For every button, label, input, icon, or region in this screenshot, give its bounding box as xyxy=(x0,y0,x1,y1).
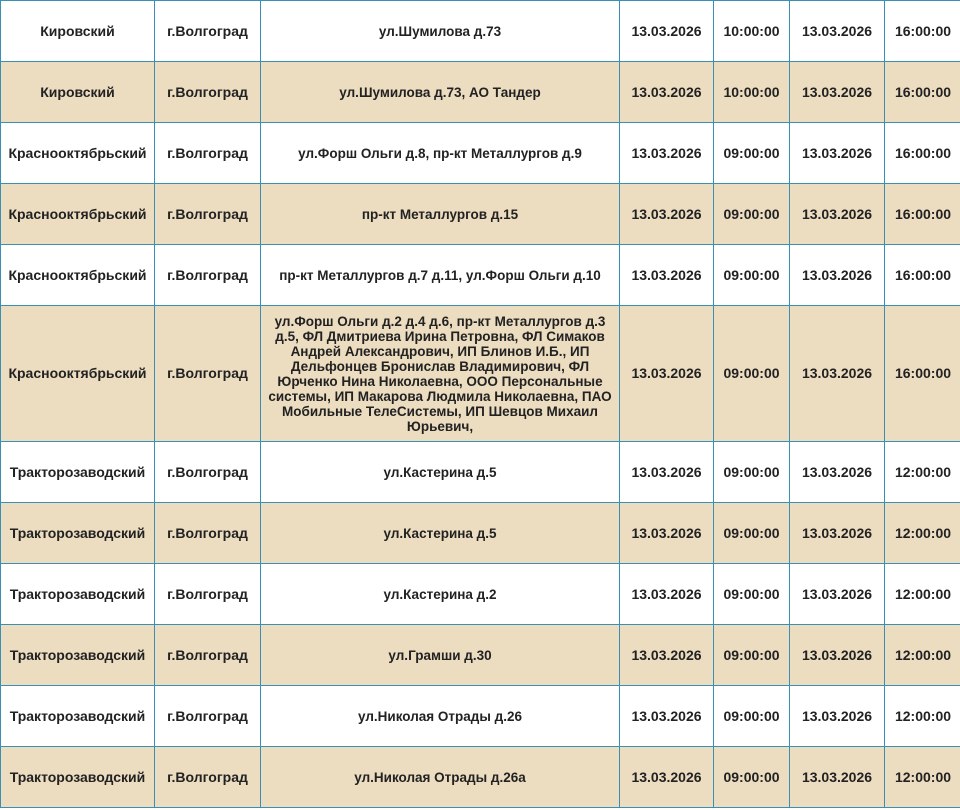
start-date-cell: 13.03.2026 xyxy=(620,62,714,123)
city-cell: г.Волгоград xyxy=(155,625,261,686)
start-time-cell: 09:00:00 xyxy=(714,503,790,564)
end-date-cell: 13.03.2026 xyxy=(790,306,885,442)
end-time-cell: 12:00:00 xyxy=(885,564,960,625)
city-cell: г.Волгоград xyxy=(155,503,261,564)
address-cell: ул.Кастерина д.5 xyxy=(261,442,620,503)
table-row xyxy=(1,503,960,564)
end-date-cell: 13.03.2026 xyxy=(790,747,885,808)
start-time-cell: 10:00:00 xyxy=(714,62,790,123)
table-row xyxy=(1,625,960,686)
end-time-cell: 16:00:00 xyxy=(885,184,960,245)
end-time-cell: 16:00:00 xyxy=(885,1,960,62)
city-cell: г.Волгоград xyxy=(155,442,261,503)
start-date-cell: 13.03.2026 xyxy=(620,503,714,564)
end-date-cell: 13.03.2026 xyxy=(790,442,885,503)
end-time-cell: 16:00:00 xyxy=(885,62,960,123)
district-cell: Краснооктябрьский xyxy=(1,306,155,442)
end-time-cell: 16:00:00 xyxy=(885,123,960,184)
end-time-cell: 12:00:00 xyxy=(885,503,960,564)
city-cell: г.Волгоград xyxy=(155,686,261,747)
table-body xyxy=(1,1,960,808)
end-date-cell: 13.03.2026 xyxy=(790,686,885,747)
end-date-cell: 13.03.2026 xyxy=(790,123,885,184)
end-time-cell: 16:00:00 xyxy=(885,306,960,442)
start-date-cell: 13.03.2026 xyxy=(620,686,714,747)
table-row xyxy=(1,245,960,306)
table-row xyxy=(1,123,960,184)
table-row xyxy=(1,306,960,442)
district-cell: Краснооктябрьский xyxy=(1,245,155,306)
end-time-cell: 12:00:00 xyxy=(885,625,960,686)
end-time-cell: 12:00:00 xyxy=(885,747,960,808)
address-cell: ул.Форш Ольги д.8, пр-кт Металлургов д.9 xyxy=(261,123,620,184)
address-cell: ул.Форш Ольги д.2 д.4 д.6, пр-кт Металлургов д.3 д.5, ФЛ Дмитриева Ирина Петровна, ФЛ Симаков Андрей Александрович, ИП Блинов И.Б., ИП Дельфонцев Бронислав Владимирович, ФЛ Юрченко Нина Николаевна, ООО Персональные системы, ИП Макарова Людмила Николаевна, ПАО Мобильные ТелеСистемы, ИП Шевцов Михаил Юрьевич, xyxy=(261,306,620,442)
start-time-cell: 09:00:00 xyxy=(714,245,790,306)
district-cell: Тракторозаводский xyxy=(1,564,155,625)
address-cell: ул.Кастерина д.5 xyxy=(261,503,620,564)
start-time-cell: 09:00:00 xyxy=(714,184,790,245)
start-time-cell: 09:00:00 xyxy=(714,686,790,747)
start-time-cell: 09:00:00 xyxy=(714,123,790,184)
end-date-cell: 13.03.2026 xyxy=(790,1,885,62)
table-row xyxy=(1,1,960,62)
start-date-cell: 13.03.2026 xyxy=(620,747,714,808)
district-cell: Тракторозаводский xyxy=(1,686,155,747)
district-cell: Тракторозаводский xyxy=(1,503,155,564)
start-date-cell: 13.03.2026 xyxy=(620,625,714,686)
start-time-cell: 09:00:00 xyxy=(714,747,790,808)
district-cell: Кировский xyxy=(1,1,155,62)
end-date-cell: 13.03.2026 xyxy=(790,184,885,245)
start-time-cell: 10:00:00 xyxy=(714,1,790,62)
start-date-cell: 13.03.2026 xyxy=(620,123,714,184)
district-cell: Тракторозаводский xyxy=(1,747,155,808)
city-cell: г.Волгоград xyxy=(155,62,261,123)
start-date-cell: 13.03.2026 xyxy=(620,184,714,245)
table-row xyxy=(1,62,960,123)
address-cell: ул.Николая Отрады д.26 xyxy=(261,686,620,747)
city-cell: г.Волгоград xyxy=(155,306,261,442)
city-cell: г.Волгоград xyxy=(155,1,261,62)
end-date-cell: 13.03.2026 xyxy=(790,625,885,686)
end-date-cell: 13.03.2026 xyxy=(790,62,885,123)
address-cell: пр-кт Металлургов д.7 д.11, ул.Форш Ольги д.10 xyxy=(261,245,620,306)
start-date-cell: 13.03.2026 xyxy=(620,245,714,306)
start-date-cell: 13.03.2026 xyxy=(620,1,714,62)
address-cell: ул.Шумилова д.73, АО Тандер xyxy=(261,62,620,123)
start-date-cell: 13.03.2026 xyxy=(620,306,714,442)
address-cell: ул.Шумилова д.73 xyxy=(261,1,620,62)
address-cell: ул.Николая Отрады д.26а xyxy=(261,747,620,808)
end-time-cell: 12:00:00 xyxy=(885,686,960,747)
end-date-cell: 13.03.2026 xyxy=(790,564,885,625)
end-date-cell: 13.03.2026 xyxy=(790,503,885,564)
table-row xyxy=(1,686,960,747)
address-cell: ул.Грамши д.30 xyxy=(261,625,620,686)
table-row xyxy=(1,747,960,808)
end-time-cell: 12:00:00 xyxy=(885,442,960,503)
address-cell: ул.Кастерина д.2 xyxy=(261,564,620,625)
address-cell: пр-кт Металлургов д.15 xyxy=(261,184,620,245)
start-time-cell: 09:00:00 xyxy=(714,564,790,625)
district-cell: Тракторозаводский xyxy=(1,442,155,503)
city-cell: г.Волгоград xyxy=(155,564,261,625)
table-row xyxy=(1,564,960,625)
city-cell: г.Волгоград xyxy=(155,184,261,245)
district-cell: Тракторозаводский xyxy=(1,625,155,686)
district-cell: Кировский xyxy=(1,62,155,123)
district-cell: Краснооктябрьский xyxy=(1,123,155,184)
city-cell: г.Волгоград xyxy=(155,123,261,184)
start-date-cell: 13.03.2026 xyxy=(620,442,714,503)
end-time-cell: 16:00:00 xyxy=(885,245,960,306)
table-row xyxy=(1,442,960,503)
start-time-cell: 09:00:00 xyxy=(714,625,790,686)
district-cell: Краснооктябрьский xyxy=(1,184,155,245)
start-time-cell: 09:00:00 xyxy=(714,306,790,442)
table-row xyxy=(1,184,960,245)
city-cell: г.Волгоград xyxy=(155,747,261,808)
start-date-cell: 13.03.2026 xyxy=(620,564,714,625)
start-time-cell: 09:00:00 xyxy=(714,442,790,503)
end-date-cell: 13.03.2026 xyxy=(790,245,885,306)
city-cell: г.Волгоград xyxy=(155,245,261,306)
